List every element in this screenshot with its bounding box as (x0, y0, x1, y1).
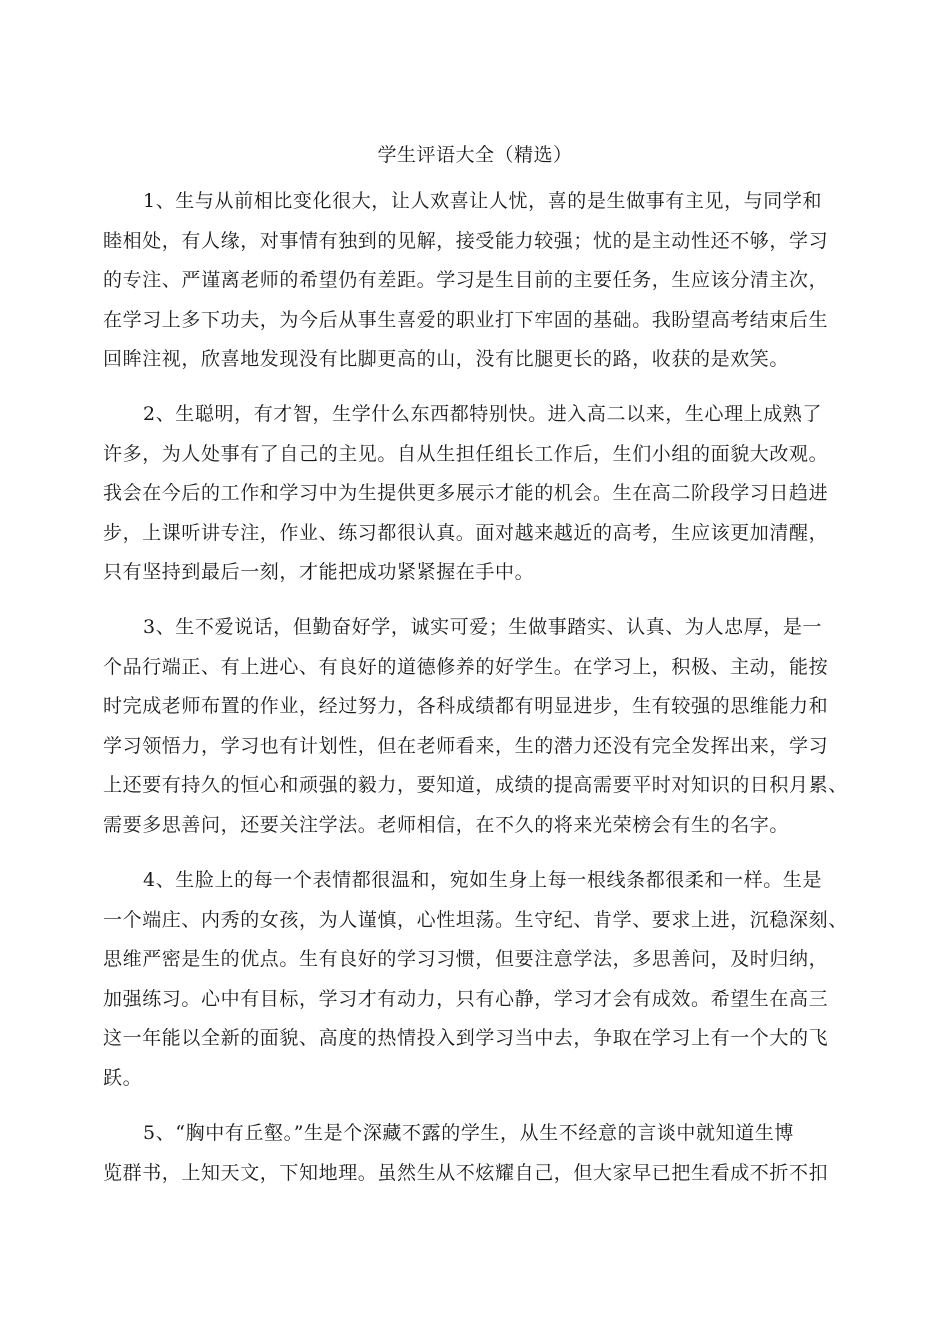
paragraph-4-line-5: 这一年能以全新的面貌、高度的热情投入到学习当中去，争取在学习上有一个大的飞 (103, 1027, 829, 1049)
paragraph-4-line-2: 一个端庄、内秀的女孩，为人谨慎，心性坦荡。生守纪、肯学、要求上进，沉稳深刻、 (103, 909, 848, 931)
document-title: 学生评语大全（精选） (377, 144, 573, 166)
paragraph-2-line-4: 步，上课听讲专注，作业、练习都很认真。面对越来越近的高考，生应该更加清醒， (103, 522, 829, 544)
paragraph-1-line-2: 睦相处，有人缘，对事情有独到的见解，接受能力较强；忧的是主动性还不够，学习 (103, 230, 829, 252)
paragraph-5-line-1: 5、“胸中有丘壑。”生是个深藏不露的学生，从生不经意的言谈中就知道生博 (143, 1122, 795, 1144)
paragraph-2-line-5: 只有坚持到最后一刻，才能把成功紧紧握在手中。 (103, 561, 535, 583)
paragraph-1-line-3: 的专注、严谨离老师的希望仍有差距。学习是生目前的主要任务，生应该分清主次， (103, 269, 829, 291)
paragraph-4-line-3: 思维严密是生的优点。生有良好的学习习惯，但要注意学法，多思善问，及时归纳， (103, 948, 829, 970)
paragraph-4-line-4: 加强练习。心中有目标，学习才有动力，只有心静，学习才会有成效。希望生在高三 (103, 988, 829, 1010)
paragraph-3-line-4: 学习领悟力，学习也有计划性，但在老师看来，生的潜力还没有完全发挥出来，学习 (103, 735, 829, 757)
paragraph-4-line-1: 4、生脸上的每一个表情都很温和，宛如生身上每一根线条都很柔和一样。生是 (143, 869, 823, 891)
paragraph-2-line-3: 我会在今后的工作和学习中为生提供更多展示才能的机会。生在高二阶段学习日趋进 (103, 482, 829, 504)
paragraph-3-line-1: 3、生不爱说话，但勤奋好学，诚实可爱；生做事踏实、认真、为人忠厚，是一 (143, 616, 823, 638)
paragraph-3-line-6: 需要多思善问，还要关注学法。老师相信，在不久的将来光荣榜会有生的名字。 (103, 814, 790, 836)
paragraph-4-line-6: 跃。 (103, 1067, 143, 1089)
paragraph-1-line-1: 1、生与从前相比变化很大，让人欢喜让人忧，喜的是生做事有主见，与同学和 (143, 190, 823, 212)
paragraph-1-line-4: 在学习上多下功夫，为今后从事生喜爱的职业打下牢固的基础。我盼望高考结束后生 (103, 309, 829, 331)
paragraph-3-line-3: 时完成老师布置的作业，经过努力，各科成绩都有明显进步，生有较强的思维能力和 (103, 695, 829, 717)
paragraph-3-line-2: 个品行端正、有上进心、有良好的道德修养的好学生。在学习上，积极、主动，能按 (103, 656, 829, 678)
paragraph-5-line-2: 览群书，上知天文，下知地理。虽然生从不炫耀自己，但大家早已把生看成不折不扣 (103, 1162, 829, 1184)
paragraph-3-line-5: 上还要有持久的恒心和顽强的毅力，要知道，成绩的提高需要平时对知识的日积月累、 (103, 774, 848, 796)
paragraph-2-line-1: 2、生聪明，有才智，生学什么东西都特别快。进入高二以来，生心理上成熟了 (143, 403, 823, 425)
paragraph-2-line-2: 许多，为人处事有了自己的主见。自从生担任组长工作后，生们小组的面貌大改观。 (103, 443, 829, 465)
paragraph-1-line-5: 回眸注视，欣喜地发现没有比脚更高的山，没有比腿更长的路，收获的是欢笑。 (103, 348, 790, 370)
